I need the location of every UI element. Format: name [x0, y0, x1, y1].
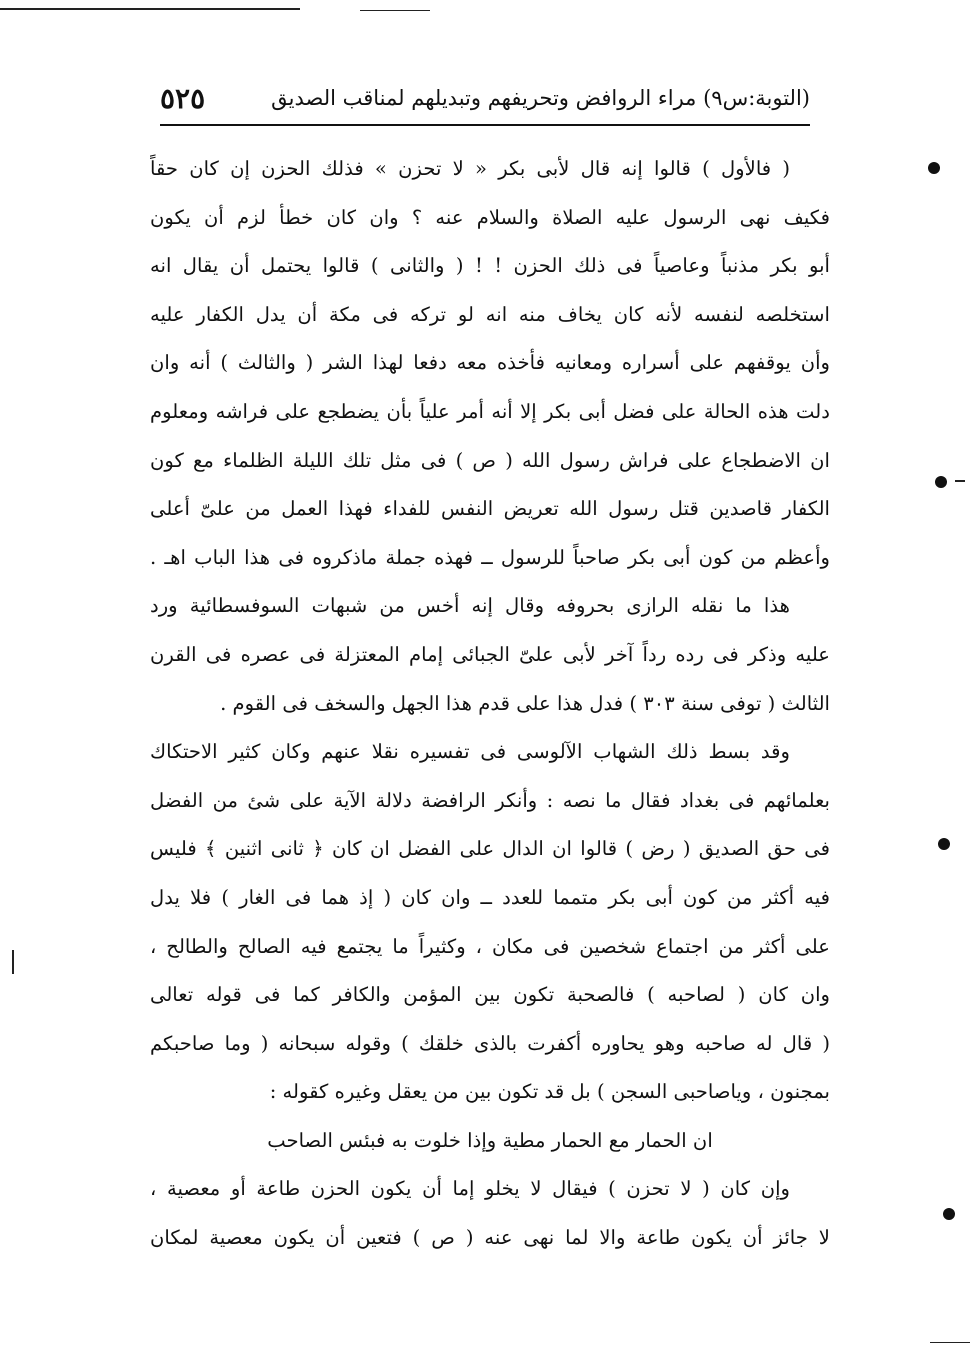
scan-edge-line	[955, 480, 965, 482]
text-line: لا جائز أن يكون طاعة والا لما نهى عنه ( ص ) فتعين أن يكون معصية لمكان	[150, 1226, 830, 1250]
text-line: هذا ما نقله الرازى بحروفه وقال إنه أخس من شبهات السوفسطائية ورد	[150, 594, 790, 618]
text-line: ( قال له صاحبه وهو يحاوره أكفرت بالذى خلقك ) وقوله سبحانه ( وما صاحبكم	[150, 1031, 830, 1055]
text-line: وأعظم من كون أبى بكر صاحباً للرسول ــ فهذه جملة ماذكروه فى هذا الباب اهـ .	[150, 545, 830, 569]
text-line: ان الاضطجاع على فراش رسول الله ( ص ) فى مثل تلك الليلة الظلماء مع كون	[150, 448, 830, 472]
text-line: ( فالأول ) قالوا إنه قال لأبى بكر « لا تحزن » فذلك الحزن إن كان حقاً	[150, 157, 790, 180]
text-line: الثالث ( توفى سنة ٣٠٣ ) فدل هذا على قدم هذا الجهل والسخف فى القوم .	[220, 691, 830, 715]
text-line: فكيف نهى الرسول عليه الصلاة والسلام عنه ؟ وان كان خطأ لزم أن يكون	[150, 205, 830, 229]
text-line: على أكثر من اجتماع شخصين فى مكان ، وكثيراً ما يجتمع فيه الصالح والطالح ،	[150, 934, 830, 958]
text-line: فى حق الصديق ( رض ) قالوا ان الدال على الفضل ان كان ﴿ ثانى اثنين ﴾ فليس	[150, 837, 830, 861]
text-line: عليه وذكر فى رده رداً آخر لأبى علىّ الجبائى إمام المعتزلة فى عصره فى القرن	[150, 642, 830, 666]
binder-hole-mark	[943, 1208, 955, 1220]
poetry-verse: ان الحمار مع الحمار مطية وإذا خلوت به فبئس الصاحب	[267, 1128, 713, 1152]
text-line: بعلمائهم فى بغداد فقال ما نصه : وأنكر الرافضة دلالة الآية على شئ من الفضل	[150, 788, 830, 812]
text-line: أبو بكر مذنباً وعاصياً فى ذلك الحزن ! ! ( والثانى ) قالوا يحتمل أن يقال انه	[150, 254, 830, 278]
scan-edge-line	[12, 950, 14, 974]
page-body	[150, 145, 830, 1263]
binder-hole-mark	[938, 838, 950, 850]
scan-edge-line	[930, 1342, 970, 1343]
text-line: دلت هذه الحالة على فضل أبى بكر إلا أنه أمر علياً بأن يضطجع على فراشه ومعلوم	[150, 399, 830, 423]
scan-edge-line	[0, 8, 300, 10]
binder-hole-mark	[935, 476, 947, 488]
running-head: (التوبة:س٩) مراء الروافض وتحريفهم وتبديلهم لمناقب الصديق	[271, 86, 810, 110]
binder-hole-mark	[928, 162, 940, 174]
text-line: الكفار قاصدين قتل رسول الله تعريض النفس للفداء فهذا العمل من علىّ أعلى	[150, 497, 830, 521]
page-header	[160, 80, 810, 126]
text-line: فيه أكثر من كون أبى بكر متمما للعدد ــ وان كان ( إذ هما فى الغار ) فلا يدل	[150, 885, 830, 909]
text-line: وقد بسط ذلك الشهاب الآلوسى فى تفسيره نقلا عنهم وكان كثير الاحتكاك	[150, 740, 790, 764]
text-line: استخلصه لنفسه لأنه كان يخاف منه انه لو تركه فى مكة أن يدل الكفار عليه	[150, 302, 830, 326]
text-line: وإن كان ( لا تحزن ) فيقال لا يخلو إما أن يكون الحزن طاعة أو معصية ،	[150, 1177, 790, 1201]
text-line: وأن يوقفهم على أسراره ومعانيه فأخذه معه دفعا لهذا الشر ( والثالث ) أنه وان	[150, 351, 830, 375]
scan-edge-line	[360, 10, 430, 11]
text-line: بمجنون ، وياصاحبى السجن ) بل قد تكون بين من يعقل وغيره كقوله :	[269, 1080, 830, 1104]
page-number: ٥٢٥	[160, 82, 206, 115]
text-line: وان كان ( لصاحبه ) فالصحبة تكون بين المؤمن والكافر كما فى قوله تعالى	[150, 983, 830, 1007]
